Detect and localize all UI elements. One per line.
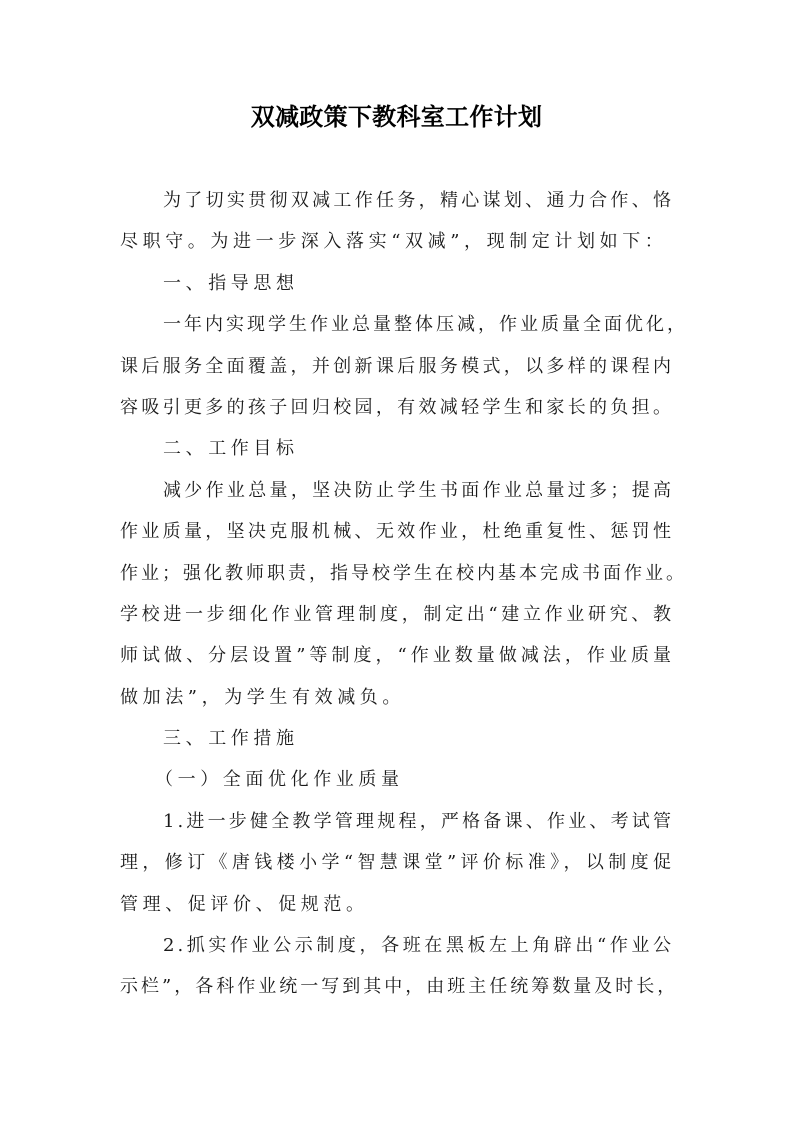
- document-body: [120, 180, 688, 1008]
- paragraph-line: 尽职守。为进一步深入落实“双减”，现制定计划如下：: [120, 231, 668, 253]
- section-paragraph: [120, 304, 688, 428]
- subsection-heading: （一）全面优化作业质量: [155, 769, 404, 791]
- document-title: 双减政策下教科室工作计划: [250, 103, 543, 131]
- paragraph-line: 理，修订《唐钱楼小学“智慧课堂”评价标准》，以制度促: [120, 852, 674, 874]
- paragraph-line: 减少作业总量，坚决防止学生书面作业总量过多；提高: [163, 479, 674, 501]
- paragraph-line: 1.进一步健全教学管理规程，严格备课、作业、考试管: [163, 810, 674, 832]
- list-item: [120, 925, 679, 1008]
- section-paragraph: [120, 470, 687, 718]
- paragraph-line: 做加法”，为学生有效减负。: [120, 686, 406, 708]
- paragraph-line: 课后服务全面覆盖，并创新课后服务模式，以多样的课程内: [120, 355, 674, 377]
- paragraph-line: 容吸引更多的孩子回归校园，有效减轻学生和家长的负担。: [120, 396, 674, 418]
- section-heading: 二、工作目标: [163, 438, 299, 460]
- section-heading: 一、指导思想: [163, 272, 299, 294]
- paragraph-line: 学校进一步细化作业管理制度，制定出“建立作业研究、教: [120, 603, 674, 625]
- paragraph-line: 师试做、分层设置”等制度，“作业数量做减法，作业质量: [120, 645, 674, 667]
- paragraph-line: 作业；强化教师职责，指导校学生在校内基本完成书面作业。: [120, 562, 687, 584]
- paragraph-line: 示栏”，各科作业统一写到其中，由班主任统筹数量及时长，: [120, 976, 679, 998]
- paragraph-line: 管理、促评价、促规范。: [120, 893, 369, 915]
- paragraph-line: 为了切实贯彻双减工作任务，精心谋划、通力合作、恪: [163, 190, 674, 211]
- intro-paragraph: [120, 180, 674, 263]
- paragraph-line: 作业质量，坚决克服机械、无效作业，杜绝重复性、惩罚性: [120, 521, 674, 543]
- paragraph-line: 2.抓实作业公示制度，各班在黑板左上角辟出“作业公: [163, 935, 674, 957]
- section-heading: 三、工作措施: [163, 728, 299, 750]
- paragraph-line: 一年内实现学生作业总量整体压减，作业质量全面优化，: [163, 314, 688, 336]
- list-item: [120, 801, 674, 925]
